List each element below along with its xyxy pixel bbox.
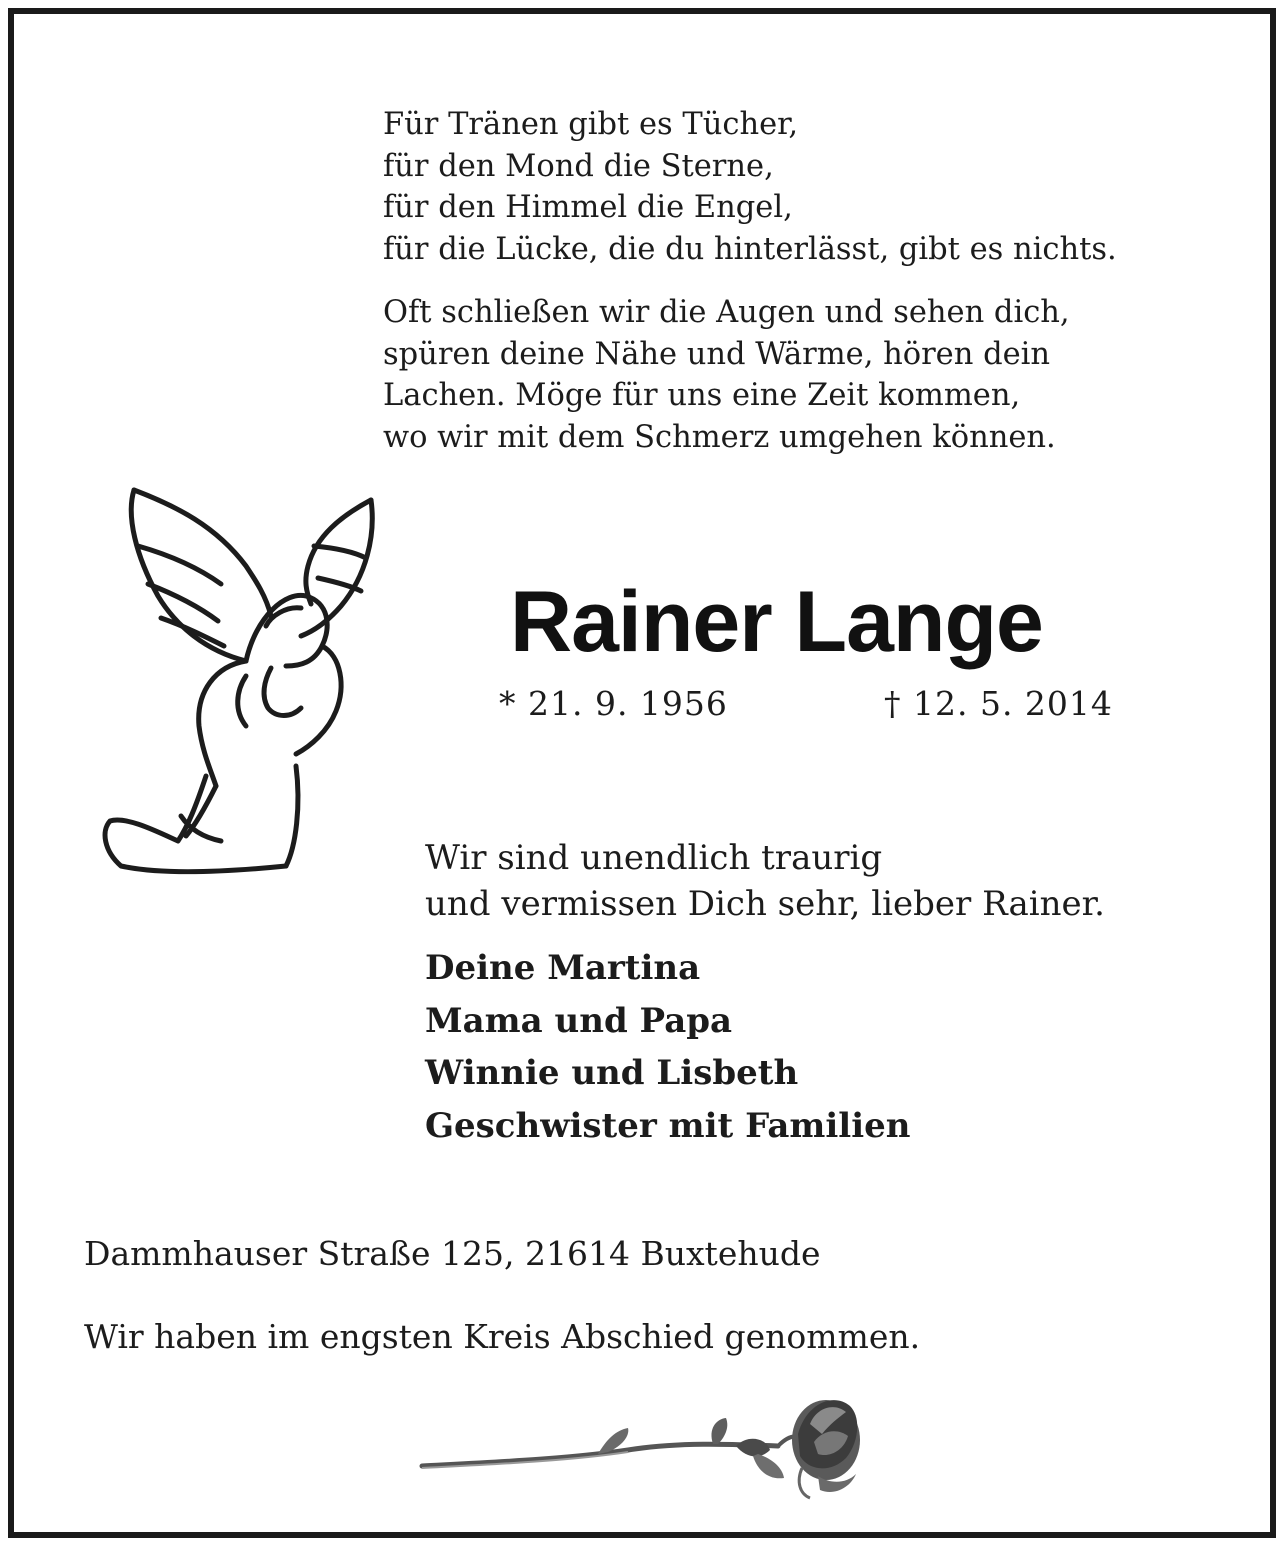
farewell-note: Wir haben im engsten Kreis Abschied genommen.: [84, 1317, 921, 1356]
signers-list: [425, 942, 910, 1152]
angel-icon: [96, 486, 386, 886]
poem-stanza-1: [383, 104, 1117, 270]
mourning-line: und vermissen Dich sehr, lieber Rainer.: [425, 884, 1105, 924]
poem-line: spüren deine Nähe und Wärme, hören dein: [383, 336, 1051, 372]
poem-stanza-2: [383, 292, 1070, 458]
poem-line: für den Mond die Sterne,: [383, 148, 774, 184]
poem-line: Für Tränen gibt es Tücher,: [383, 107, 799, 142]
birth-date: * 21. 9. 1956: [499, 684, 728, 723]
mourning-line: Wir sind unendlich traurig: [425, 838, 883, 878]
death-date: † 12. 5. 2014: [884, 684, 1113, 723]
signer: Mama und Papa: [425, 1000, 733, 1041]
signer: Geschwister mit Familien: [425, 1105, 911, 1146]
poem-line: wo wir mit dem Schmerz umgehen können.: [383, 419, 1056, 455]
poem-line: für die Lücke, die du hinterlässt, gibt es nichts.: [383, 231, 1117, 267]
poem-line: Lachen. Möge für uns eine Zeit kommen,: [383, 378, 1021, 413]
signer: Deine Martina: [425, 948, 701, 988]
signer: Winnie und Lisbeth: [425, 1053, 799, 1093]
deceased-name: Rainer Lange: [510, 574, 1043, 670]
address: Dammhauser Straße 125, 21614 Buxtehude: [84, 1234, 821, 1273]
rose-icon: [418, 1384, 868, 1504]
poem-line: Oft schließen wir die Augen und sehen dich,: [383, 295, 1070, 330]
poem-line: für den Himmel die Engel,: [383, 190, 793, 225]
